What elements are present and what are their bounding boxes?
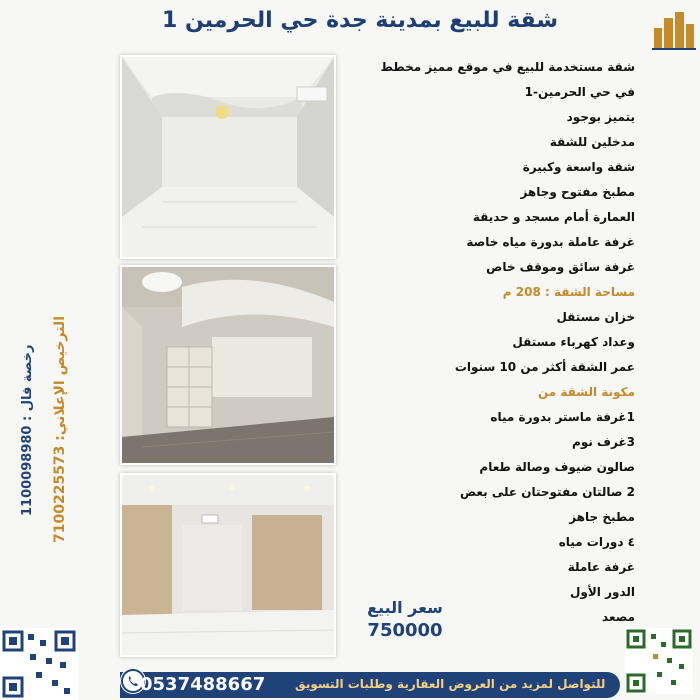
area-line: مساحة الشقة : 208 م [502, 285, 635, 299]
ad-license-text: الترخيص الإعلاني: 7100225573 [52, 316, 68, 544]
room-photo-3 [120, 473, 336, 657]
detail-line: وعداد كهرباء مستقل [512, 335, 635, 349]
price-label: سعر البيع [367, 598, 443, 617]
detail-line: غرفة سائق وموقف خاص [486, 260, 635, 274]
detail-line: يتميز بوجود [566, 110, 635, 124]
room-photo-2 [120, 265, 336, 465]
building-logo-icon [652, 10, 696, 58]
detail-line: الدور الأول [569, 585, 635, 599]
composition-heading: مكونة الشقة من [537, 385, 635, 399]
detail-line: 3غرف نوم [572, 435, 635, 449]
detail-line: شقة مستخدمة للبيع في موقع مميز مخطط [380, 60, 635, 74]
qr-code-left-icon[interactable] [0, 628, 78, 700]
detail-line: خزان مستقل [556, 310, 635, 324]
price-value: 750000 [367, 620, 443, 641]
license-strip [0, 220, 70, 640]
detail-line: مطبخ مفتوح وجاهز [520, 185, 635, 199]
room-photo-1 [120, 55, 336, 259]
detail-line: غرفة عاملة [567, 560, 635, 574]
detail-line: عمر الشقة أكثر من 10 سنوات [454, 360, 635, 374]
detail-line: شقة واسعة وكبيرة [522, 160, 635, 174]
contact-text: للتواصل لمزيد من العروض العقارية وطلبات التسويق [295, 677, 606, 691]
qr-code-right-icon[interactable] [625, 628, 693, 694]
fal-license-text: رخصة فال : 1100098980 [20, 344, 35, 516]
detail-line: مطبخ جاهز [569, 510, 635, 524]
property-details [335, 55, 635, 630]
detail-line: 1غرفة ماستر بدورة مياه [490, 410, 635, 424]
company-logo [652, 10, 696, 58]
page-title: شقة للبيع بمدينة جدة حي الحرمين 1 [161, 8, 558, 33]
detail-line: مصعد [602, 610, 635, 624]
detail-line: مدخلين للشقة [549, 135, 635, 149]
detail-line: ٤ دورات مياه [558, 535, 635, 549]
detail-line: غرفة عاملة بدورة مياه خاصة [466, 235, 635, 249]
detail-line: صالون ضيوف وصالة طعام [479, 460, 635, 474]
detail-line: 2 صالتان مفتوحتان على بعض [460, 485, 635, 499]
detail-line: العمارة أمام مسجد و حديقة [472, 210, 635, 224]
price-block [360, 598, 450, 642]
contact-phone[interactable]: 0537488667 [140, 674, 266, 695]
detail-line: في حي الحرمين-1 [524, 85, 635, 99]
contact-footer [120, 672, 620, 698]
